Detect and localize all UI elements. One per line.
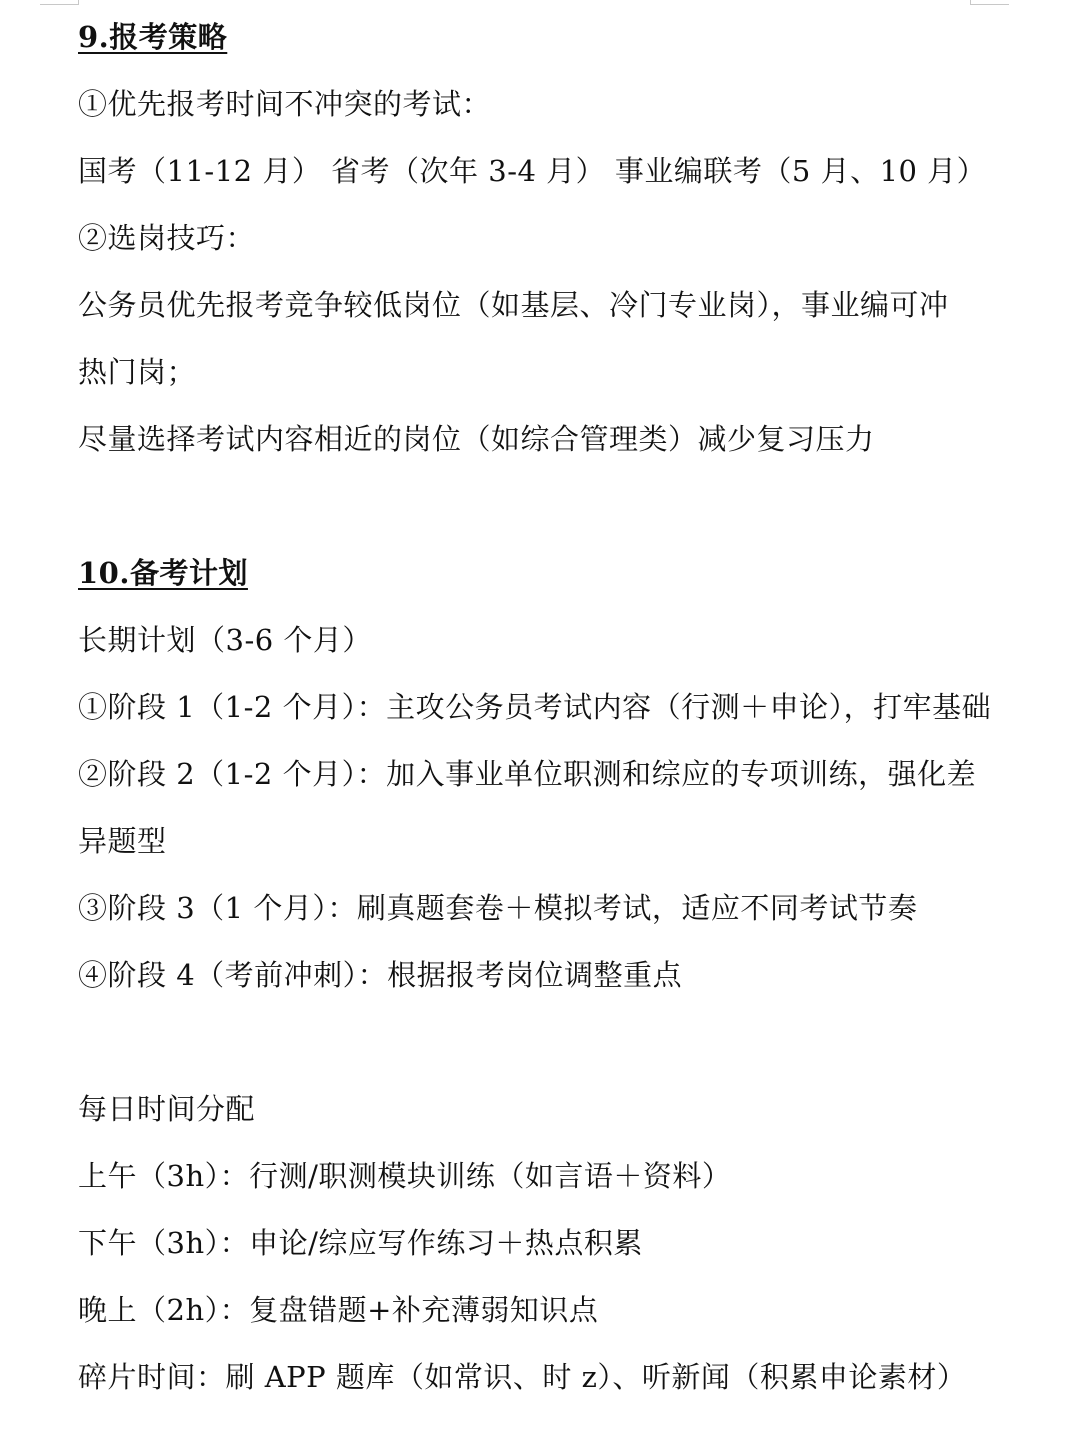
section-9-line-5: 热门岗；	[78, 355, 197, 389]
section-10-heading: 10.备考计划	[78, 556, 248, 590]
section-9-line-1: ①优先报考时间不冲突的考试：	[78, 87, 492, 121]
daily-schedule-line-4: 碎片时间：刷 APP 题库（如常识、时 z）、听新闻（积累申论素材）	[78, 1360, 967, 1394]
long-term-plan-title: 长期计划（3-6 个月）	[78, 623, 372, 657]
long-term-plan-line-1: ①阶段 1（1-2 个月）：主攻公务员考试内容（行测＋申论），打牢基础	[78, 690, 992, 724]
crop-mark-right	[970, 0, 1009, 5]
daily-schedule-line-2: 下午（3h）：申论/综应写作练习＋热点积累	[78, 1226, 643, 1260]
crop-mark-left	[40, 0, 79, 5]
section-9-line-3: ②选岗技巧：	[78, 221, 256, 255]
long-term-plan-line-4: ③阶段 3（1 个月）：刷真题套卷＋模拟考试，适应不同考试节奏	[78, 891, 918, 925]
daily-schedule-title: 每日时间分配	[78, 1092, 256, 1126]
section-9-line-2: 国考（11-12 月） 省考（次年 3-4 月） 事业编联考（5 月、10 月）	[78, 154, 987, 188]
daily-schedule-line-1: 上午（3h）：行测/职测模块训练（如言语＋资料）	[78, 1159, 732, 1193]
daily-schedule-line-3: 晚上（2h）：复盘错题+补充薄弱知识点	[78, 1293, 599, 1327]
long-term-plan-line-2: ②阶段 2（1-2 个月）：加入事业单位职测和综应的专项训练，强化差	[78, 757, 977, 791]
long-term-plan-line-5: ④阶段 4（考前冲刺）：根据报考岗位调整重点	[78, 958, 683, 992]
section-9-line-4: 公务员优先报考竞争较低岗位（如基层、冷门专业岗），事业编可冲	[78, 288, 949, 322]
section-9-heading: 9.报考策略	[78, 20, 228, 54]
section-9-line-6: 尽量选择考试内容相近的岗位（如综合管理类）减少复习压力	[78, 422, 875, 456]
long-term-plan-line-3: 异题型	[78, 824, 167, 858]
